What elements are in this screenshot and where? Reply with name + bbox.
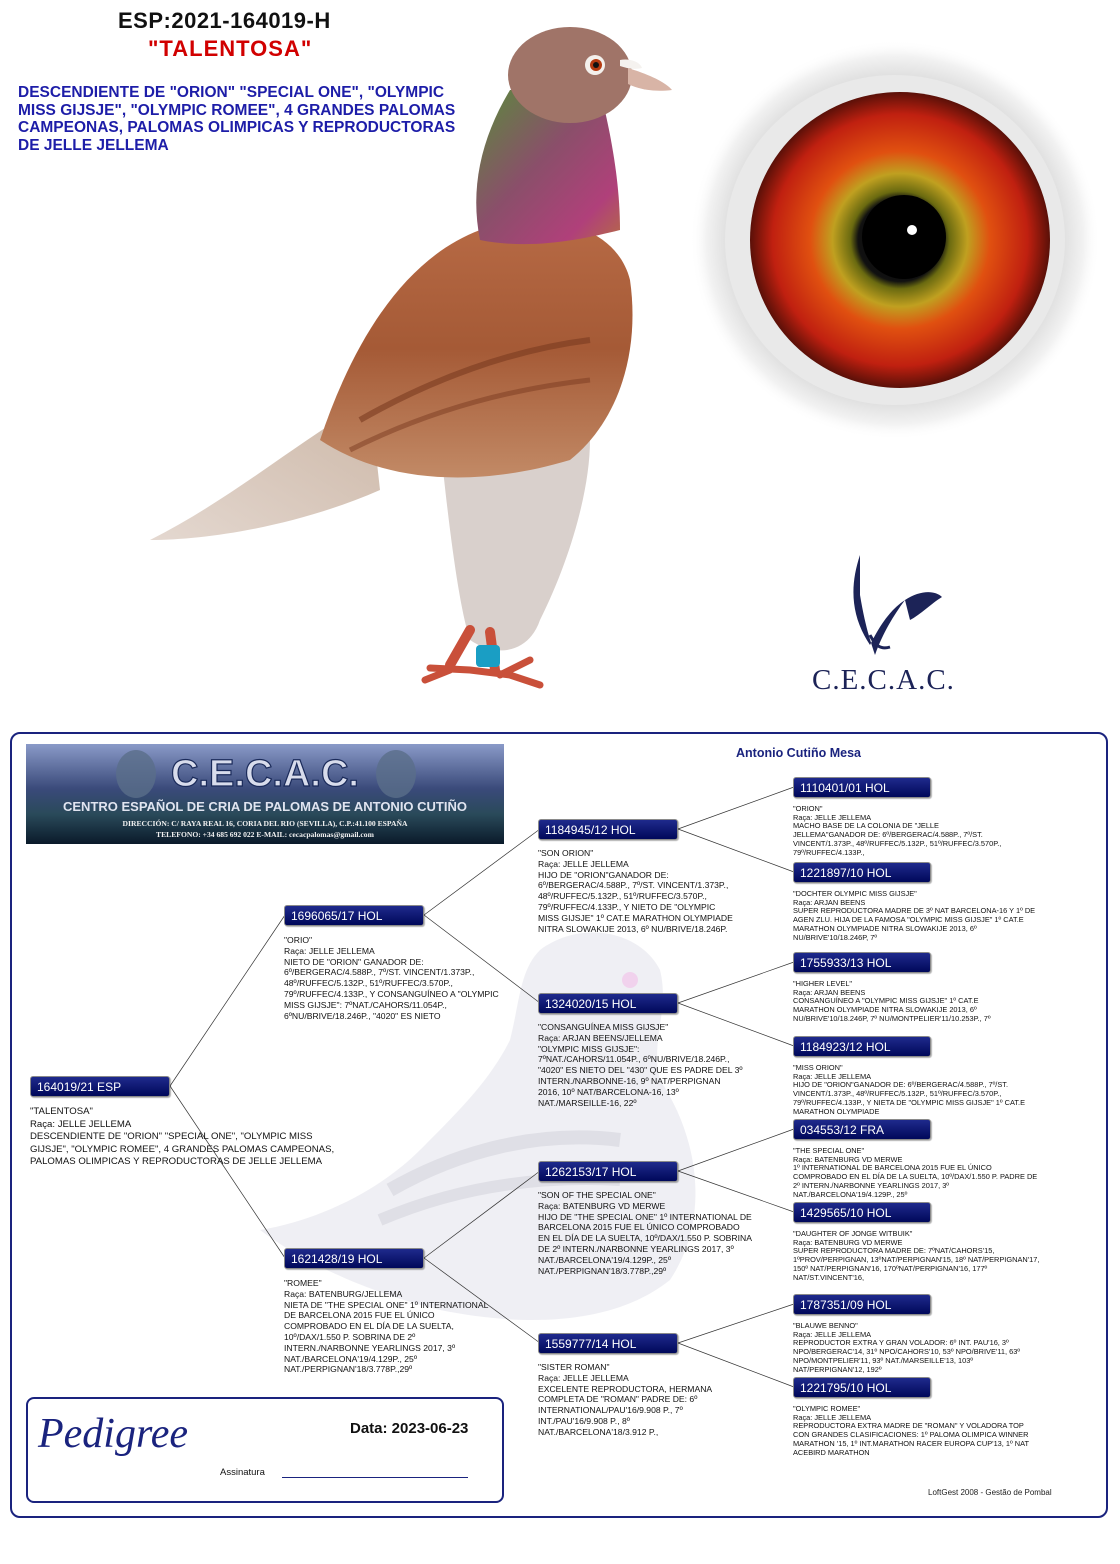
father-info xyxy=(284,935,510,1021)
bird-description: DESCENDIENTE DE "ORION" "SPECIAL ONE", "OLYMPIC MISS GIJSJE", "OLYMPIC ROMEE", 4 GRANDES PALOMAS CAMPEONAS, PALOMAS OLIMPICAS Y REPRODUCTORAS DE JELLE JELLEMA xyxy=(18,84,456,154)
fmm-raca: Raça: JELLE JELLEMA xyxy=(793,1071,872,1081)
bird-name-title: "TALENTOSA" xyxy=(148,36,313,61)
banner-contact: TELEFONO: +34 685 692 022 E-MAIL: cecacpalomas@gmail.com xyxy=(156,830,374,839)
mmm-name: "OLYMPIC ROMEE" xyxy=(793,1404,861,1413)
subject-ring-box[interactable]: 164019/21 ESP xyxy=(30,1076,170,1097)
fmm-info xyxy=(793,1064,1029,1116)
mff-info xyxy=(793,1147,1041,1199)
fm-desc: "OLYMPIC MISS GIJSJE": 7ºNAT./CAHORS/11.054P., 6ºNU/BRIVE/18.246P., "4020" ES NIETO DEL "430" QUE ES PADRE DEL 3º INTERN./NARBONNE-16, 9º NAT/PERPIGNAN 2016, 10º NAT/BARCELONA-16, 13º NAT./MARSEILLE-16, 22º xyxy=(538,1043,743,1108)
ffm-raca: Raça: ARJAN BEENS xyxy=(793,897,866,907)
mm-ring-box[interactable]: 1559777/14 HOL xyxy=(538,1333,678,1354)
fmm-ring-box[interactable]: 1184923/12 HOL xyxy=(793,1036,931,1057)
fmf-ring-box[interactable]: 1755933/13 HOL xyxy=(793,952,931,973)
fff-info xyxy=(793,805,1005,857)
mm-name: "SISTER ROMAN" xyxy=(538,1362,610,1372)
mother-name: "ROMEE" xyxy=(284,1278,322,1288)
ffm-desc: SUPER REPRODUCTORA MADRE DE 3º NAT BARCELONA-16 Y 1º DE AGEN ZLU. HIJA DE LA FAMOSA "OLYMPIC MISS GIJSJE" 1º CAT.E MARATHON OLYMPIADE NITRA SLOWAKIJE 2013, 6º NU/BRIVE'10/18.246P, 7º xyxy=(793,906,1036,942)
mmm-ring-box[interactable]: 1221795/10 HOL xyxy=(793,1377,931,1398)
subject-raca: Raça: JELLE JELLEMA xyxy=(30,1118,132,1130)
mfm-ring-box[interactable]: 1429565/10 HOL xyxy=(793,1202,931,1223)
mff-ring-box[interactable]: 034553/12 FRA xyxy=(793,1119,931,1140)
mmf-desc: REPRODUCTOR EXTRA Y GRAN VOLADOR: 6º INT. PAU'16, 3º NPO/BERGERAC'14, 31º NPO/CAHORS'10, 53º NPO/BRIVE'11, 63º NPO/MONTPELIER'11, 93º NAT./MARSEILLE'13, 103º NAT/PERPIGNAN'12, 192º xyxy=(793,1338,1021,1374)
fm-raca: Raça: ARJAN BEENS/JELLEMA xyxy=(538,1032,663,1043)
fff-name: "ORION" xyxy=(793,804,823,813)
ff-desc: HIJO DE "ORION"GANADOR DE: 6º/BERGERAC/4.588P., 7º/ST. VINCENT/1.373P., 48º/RUFFEC/5.132P., 51º/RUFFEC/3.570P., 79º/RUFFEC/4.133P., Y NIETO DE "OLYMPIC MISS GIJSJE" 1º CAT.E MARATHON OLYMPIADE NITRA SLOWAKIJE 2013, 6º NU/BRIVE/18.246P. xyxy=(538,869,733,934)
ffm-info xyxy=(793,890,1043,942)
mmm-info xyxy=(793,1405,1033,1457)
father-raca: Raça: JELLE JELLEMA xyxy=(284,945,375,956)
ffm-ring-box[interactable]: 1221897/10 HOL xyxy=(793,862,931,883)
pedigree-date: Data: 2023-06-23 xyxy=(350,1420,469,1437)
mfm-desc: SUPER REPRODUCTORA MADRE DE: 7ºNAT/CAHORS'15, 1ºPROV/PERPIGNAN, 13ºNAT/PERPIGNAN'15, 18º NAT/PERPIGNAN'17, 150º NAT/PERPIGNAN'16, 170ºNAT/PERPIGNAN'16, 177º NAT/ST.VINCENT'16, xyxy=(793,1246,1040,1282)
subject-desc: DESCENDIENTE DE "ORION" "SPECIAL ONE", "OLYMPIC MISS GIJSJE", "OLYMPIC ROMEE", 4 GRANDES PALOMAS CAMPEONAS, PALOMAS OLIMPICAS Y REPRODUCTORAS DE JELLE JELLEMA xyxy=(30,1131,335,1167)
pigeon-eye-photo xyxy=(690,40,1100,440)
mm-desc: EXCELENTE REPRODUCTORA, HERMANA COMPLETA DE "ROMAN" PADRE DE: 6º INTERNATIONAL/PAU'16/9.908 P., 7º INT./PAU'16/9.908 P., 8º NAT./BARCELONA'18/3.912 P., xyxy=(538,1383,712,1437)
mmf-name: "BLAUWE BENNO" xyxy=(793,1321,858,1330)
signature-label: Assinatura xyxy=(220,1467,265,1478)
fmm-name: "MISS ORION" xyxy=(793,1063,843,1072)
mfm-name: "DAUGHTER OF JONGE WITBUIK" xyxy=(793,1229,913,1238)
mother-info xyxy=(284,1278,498,1375)
mother-raca: Raça: BATENBURG/JELLEMA xyxy=(284,1288,403,1299)
mother-desc: NIETA DE "THE SPECIAL ONE" 1º INTERNATIONAL DE BARCELONA 2015 FUE EL ÚNICO COMPROBADO EN EL DÍA DE LA SUELTA, 10º/DAX/1.550 P. SOBRINA DE 2º INTERN./NARBONNE YEARLINGS 2017, 3º NAT./BARCELONA'19/4.129P., 25º NAT./PERPIGNAN'18/3.778P.,29º xyxy=(284,1299,489,1375)
mf-desc: HIJO DE "THE SPECIAL ONE" 1º INTERNATIONAL DE BARCELONA 2015 FUE EL ÚNICO COMPROBADO EN EL DÍA DE LA SUELTA, 10º/DAX/1.550 P. SOBRINA DE 2º INTERN./NARBONNE YEARLINGS 2017, 3º NAT./BARCELONA'19/4.129P., 25º NAT./PERPIGNAN'18/3.778P.,29º xyxy=(538,1211,752,1276)
fm-info xyxy=(538,1022,744,1108)
mfm-info xyxy=(793,1230,1041,1282)
ff-name: "SON ORION" xyxy=(538,848,594,858)
subject-info xyxy=(30,1106,348,1169)
fff-ring-box[interactable]: 1110401/01 HOL xyxy=(793,777,931,798)
banner-address: DIRECCIÓN: C/ RAYA REAL 16, CORIA DEL RIO (SEVILLA), C.P.:41.100 ESPAÑA xyxy=(122,819,408,828)
subject-name: "TALENTOSA" xyxy=(30,1106,93,1117)
fmf-info xyxy=(793,980,1005,1024)
ffm-name: "DOCHTER OLYMPIC MISS GIJSJE" xyxy=(793,889,917,898)
fff-desc: MACHO BASE DE LA COLONIA DE "JELLE JELLEMA"GANADOR DE: 6º/BERGERAC/4.588P., 7º/ST. VINCENT/1.373P., 48º/RUFFEC/5.132P., 51º/RUFFEC/3.570P., 79º/RUFFEC/4.133P., xyxy=(793,821,1002,857)
cecac-banner xyxy=(26,744,504,844)
banner-title: C.E.C.A.C. xyxy=(171,753,359,795)
mm-raca: Raça: JELLE JELLEMA xyxy=(538,1372,629,1383)
mff-raca: Raça: BATENBURG VD MERWE xyxy=(793,1154,903,1164)
mff-name: "THE SPECIAL ONE" xyxy=(793,1146,865,1155)
mfm-raca: Raça: BATENBURG VD MERWE xyxy=(793,1237,903,1247)
cecac-logo-text: C.E.C.A.C. xyxy=(812,664,955,696)
ring-number-title: ESP:2021-164019-H xyxy=(118,8,331,33)
pedigree-logo: Pedigree xyxy=(38,1411,189,1457)
mff-desc: 1º INTERNATIONAL DE BARCELONA 2015 FUE EL ÚNICO COMPROBADO EN EL DÍA DE LA SUELTA, 10º/DAX/1.550 P. PADRE DE 2º INTERN./NARBONNE YEARLINGS 2017, 3º NAT./BARCELONA'19/4.129P., 25º xyxy=(793,1163,1038,1199)
banner-subtitle: CENTRO ESPAÑOL DE CRIA DE PALOMAS DE ANTONIO CUTIÑO xyxy=(63,799,467,814)
mf-info xyxy=(538,1190,752,1276)
mmm-raca: Raça: JELLE JELLEMA xyxy=(793,1412,872,1422)
fmm-desc: HIJO DE "ORION"GANADOR DE: 6º/BERGERAC/4.588P., 7º/ST. VINCENT/1.373P., 48º/RUFFEC/5.132P., 51º/RUFFEC/3.570P., 79º/RUFFEC/4.133P., Y NIETA DE "OLYMPIC MISS GIJSJE" 1º CAT.E MARATHON OLYMPIADE xyxy=(793,1080,1026,1116)
mmf-info xyxy=(793,1322,1027,1374)
ff-raca: Raça: JELLE JELLEMA xyxy=(538,858,629,869)
fm-ring-box[interactable]: 1324020/15 HOL xyxy=(538,993,678,1014)
father-desc: NIETO DE "ORION" GANADOR DE: 6º/BERGERAC/4.588P., 7º/ST. VINCENT/1.373P., 48º/RUFFEC/5.132P., 51º/RUFFEC/3.570P., 79º/RUFFEC/4.133P., Y CONSANGUÍNEO A "OLYMPIC MISS GIJSJE": 7ºNAT./CAHORS/11.054P., 6ºNU/BRIVE/18.246P., "4020" ES NIETO xyxy=(284,956,499,1021)
mmm-desc: REPRODUCTORA EXTRA MADRE DE "ROMAN" Y VOLADORA TOP CON GRANDES CLASIFICACIONES: 1º PALOMA OLIMPICA WINNER MARATHON '15, 1º INT.MARATHON RACER EUROPA CUP'13, 1º NAT ACEBIRD MARATHON xyxy=(793,1421,1029,1457)
mother-ring-box[interactable]: 1621428/19 HOL xyxy=(284,1248,424,1269)
software-credit: LoftGest 2008 - Gestão de Pombal xyxy=(928,1488,1052,1497)
fmf-raca: Raça: ARJAN BEENS xyxy=(793,987,866,997)
father-ring-box[interactable]: 1696065/17 HOL xyxy=(284,905,424,926)
ff-info xyxy=(538,848,734,934)
breeder-name: Antonio Cutiño Mesa xyxy=(736,746,861,760)
mf-ring-box[interactable]: 1262153/17 HOL xyxy=(538,1161,678,1182)
fff-raca: Raça: JELLE JELLEMA xyxy=(793,812,872,822)
mm-info xyxy=(538,1362,734,1438)
signature-line[interactable] xyxy=(282,1477,468,1478)
father-name: "ORIO" xyxy=(284,935,313,945)
fm-name: "CONSANGUÍNEA MISS GIJSJE" xyxy=(538,1022,669,1032)
ff-ring-box[interactable]: 1184945/12 HOL xyxy=(538,819,678,840)
mmf-raca: Raça: JELLE JELLEMA xyxy=(793,1329,872,1339)
mmf-ring-box[interactable]: 1787351/09 HOL xyxy=(793,1294,931,1315)
mf-name: "SON OF THE SPECIAL ONE" xyxy=(538,1190,656,1200)
mf-raca: Raça: BATENBURG VD MERWE xyxy=(538,1200,666,1211)
fmf-desc: CONSANGUÍNEO A "OLYMPIC MISS GIJSJE" 1º CAT.E MARATHON OLYMPIADE NITRA SLOWAKIJE 2013, 6º NU/BRIVE'10/18.246P, 7º NU/MONTPELIER'11/10.253P., 7º xyxy=(793,996,991,1023)
fmf-name: "HIGHER LEVEL" xyxy=(793,979,853,988)
